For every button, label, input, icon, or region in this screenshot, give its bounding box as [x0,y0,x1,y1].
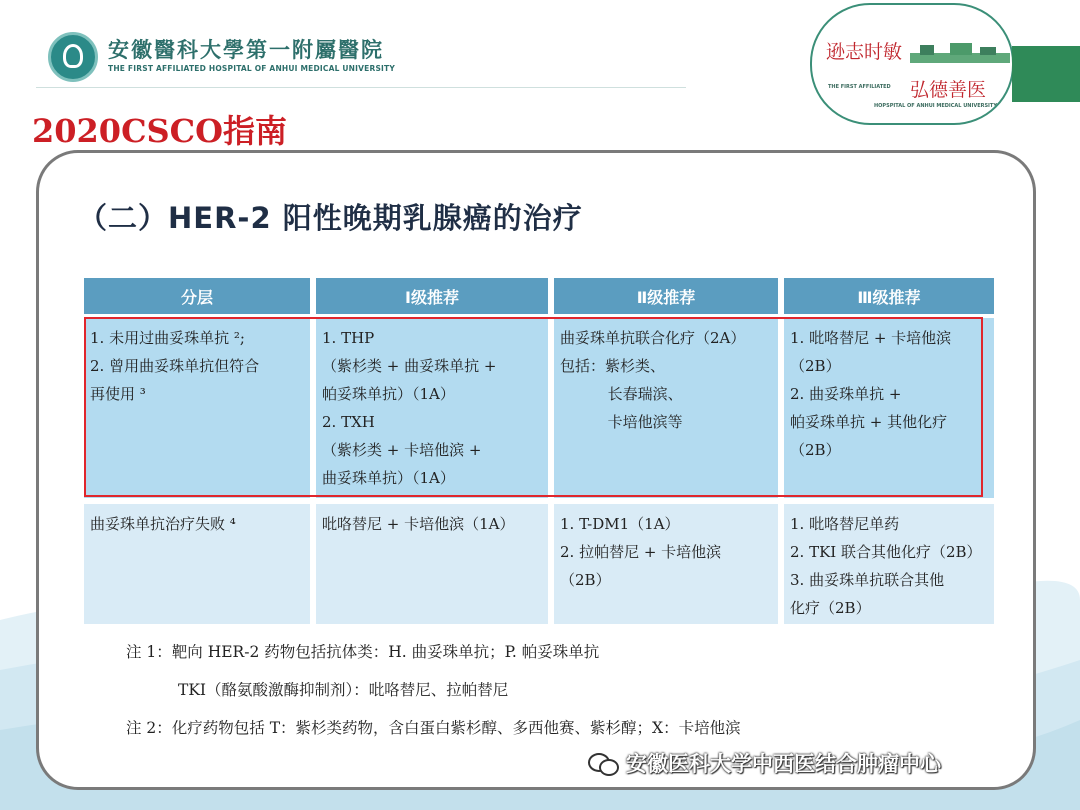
note-2: 注 2：化疗药物包括 T：紫杉类药物，含白蛋白紫杉醇、多西他赛、紫杉醇；X：卡培他滨 [126,719,741,737]
table-cell-r2-level2: 1. T-DM1（1A） 2. 拉帕替尼 + 卡培他滨 （2B） [554,504,778,624]
note-1: 注 1：靶向 HER-2 药物包括抗体类：H. 曲妥珠单抗；P. 帕妥珠单抗 [126,643,600,661]
table-cell-r2-level1: 吡咯替尼 + 卡培他滨（1A） [316,504,548,624]
table-cell-r1-stratification: 1. 未用过曲妥珠单抗 ²; 2. 曾用曲妥珠单抗但符合 再使用 ³ [84,318,310,498]
hospital-name-cn: 安徽醫科大學第一附屬醫院 [108,37,384,62]
table-header-level2: Ⅱ级推荐 [554,278,778,314]
hospital-logo [48,32,98,82]
hospital-name-en: THE FIRST AFFILIATED HOSPITAL OF ANHUI MEDICAL UNIVERSITY [108,64,395,73]
header-divider [36,87,686,88]
section-title: （二）HER-2 阳性晚期乳腺癌的治疗 [78,201,583,235]
table-cell-r1-level3: 1. 吡咯替尼 + 卡培他滨 （2B） 2. 曲妥珠单抗 + 帕妥珠单抗 + 其他化疗 （2B） [784,318,994,498]
hospital-building-illustration [910,41,1010,63]
badge-en-line-2: HOPSPITAL OF ANHUI MEDICAL UNIVERSITY [874,103,997,109]
motto-line-1: 逊志时敏 [826,41,903,63]
hospital-motto-badge [810,3,1014,125]
table-header-level3: Ⅲ级推荐 [784,278,994,314]
guide-title: 2020CSCO指南 [32,112,287,150]
table-header-stratification: 分层 [84,278,310,314]
table-header-level1: Ⅰ级推荐 [316,278,548,314]
header-green-bar [1012,46,1080,102]
watermark-text: 安徽医科大学中西医结合肿瘤中心 [626,752,941,776]
highlight-box [84,317,983,497]
table-cell-r2-stratification: 曲妥珠单抗治疗失败 ⁴ [84,504,310,624]
wechat-icon [588,751,618,775]
note-1-continued: TKI（酪氨酸激酶抑制剂）：吡咯替尼、拉帕替尼 [178,681,509,699]
badge-en-line-1: THE FIRST AFFILIATED [828,84,891,90]
table-cell-r2-level3: 1. 吡咯替尼单药 2. TKI 联合其他化疗（2B） 3. 曲妥珠单抗联合其他 化疗（2B） [784,504,994,624]
table-cell-r1-level1: 1. THP （紫杉类 + 曲妥珠单抗 + 帕妥珠单抗）（1A） 2. TXH （紫杉类 + 卡培他滨 + 曲妥珠单抗）（1A） [316,318,548,498]
table-cell-r1-level2: 曲妥珠单抗联合化疗（2A） 包括：紫杉类、 长春瑞滨、 卡培他滨等 [554,318,778,498]
notes-area [84,626,994,762]
motto-line-2: 弘德善医 [910,79,987,101]
watermark [588,748,941,778]
